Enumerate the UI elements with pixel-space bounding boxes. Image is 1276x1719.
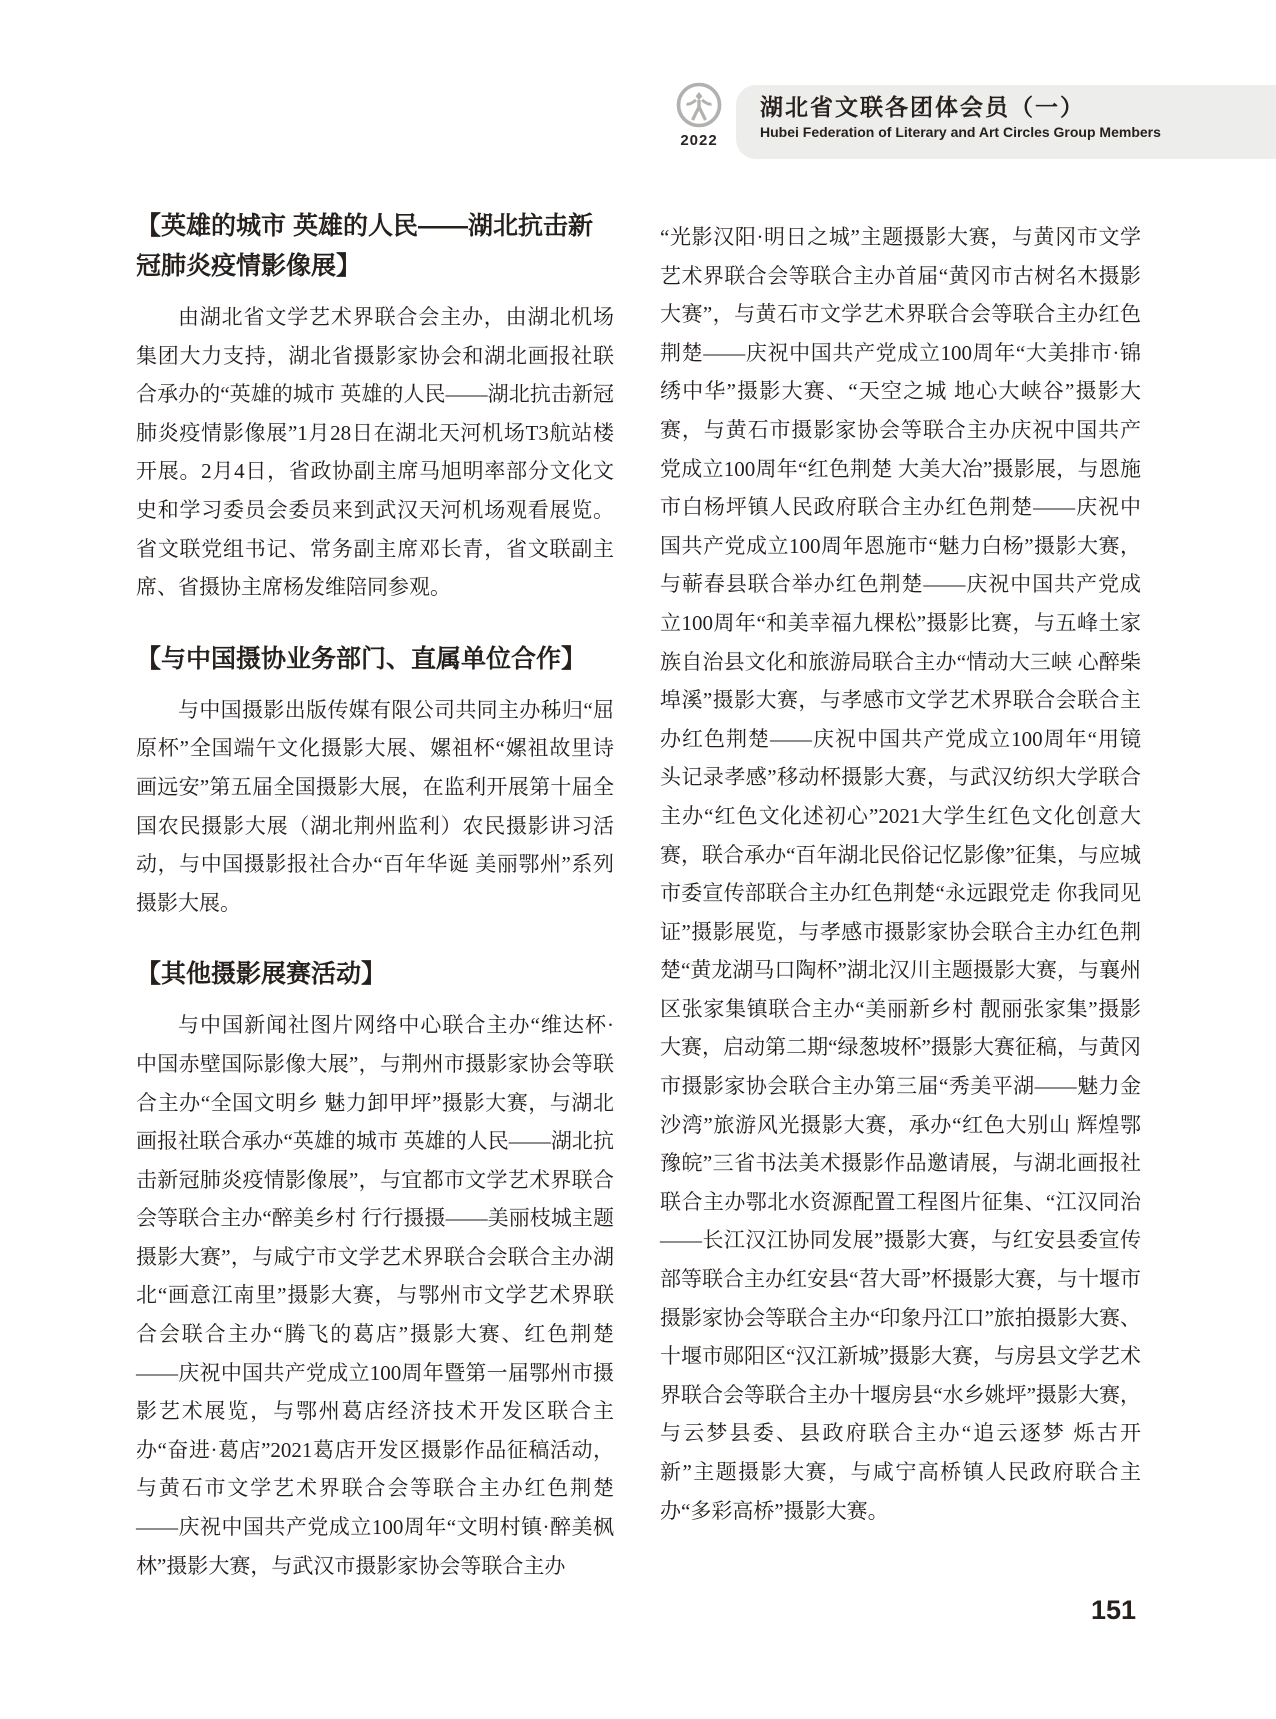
logo-year: 2022 (680, 132, 718, 149)
paragraph-cooperation: 与中国摄影出版传媒有限公司共同主办秭归“屈原杯”全国端午文化摄影大展、嫘祖杯“嫘祖故里诗画远安”第五届全国摄影大展，在监利开展第十届全国农民摄影大展（湖北荆州监利）农民摄影讲习活动，与中国摄影报社合办“百年华诞 美丽鄂州”系列摄影大展。 (136, 697, 614, 915)
page-number: 151 (1091, 1595, 1137, 1625)
paragraph-other-activities-right: “光影汉阳·明日之城”主题摄影大赛，与黄冈市文学艺术界联合会等联合主办首届“黄冈市古树名木摄影大赛”，与黄石市文学艺术界联合会等联合主办红色荆楚——庆祝中国共产党成立100周年“大美排市·锦绣中华”摄影大赛、“天空之城 地心大峡谷”摄影大赛，与黄石市摄影家协会等联合主办庆祝中国共产党成立100周年“红色荆楚 大美大冶”摄影展，与恩施市白杨坪镇人民政府联合主办红色荆楚——庆祝中国共产党成立100周年恩施市“魅力白杨”摄影大赛，与蕲春县联合举办红色荆楚——庆祝中国共产党成立100周年“和美幸福九棵松”摄影比赛，与五峰土家族自治县文化和旅游局联合主办“情动大三峡 心醉柴埠溪”摄影大赛，与孝感市文学艺术界联合会联合主办红色荆楚——庆祝中国共产党成立100周年“用镜头记录孝感”移动杯摄影大赛，与武汉纺织大学联合主办“红色文化述初心”2021大学生红色文化创意大赛，联合承办“百年湖北民俗记忆影像”征集，与应城市委宣传部联合主办红色荆楚“永远跟党走 你我同见证”摄影展览，与孝感市摄影家协会联合主办红色荆楚“黄龙湖马口陶杯”湖北汉川主题摄影大赛，与襄州区张家集镇联合主办“美丽新乡村 靓丽张家集”摄影大赛，启动第二期“绿葱坡杯”摄影大赛征稿，与黄冈市摄影家协会联合主办第三届“秀美平湖——魅力金沙湾”旅游风光摄影大赛，承办“红色大别山 辉煌鄂豫皖”三省书法美术摄影作品邀请展，与湖北画报社联合主办鄂北水资源配置工程图片征集、“江汉同治——长江汉江协同发展”摄影大赛，与红安县委宣传部等联合主办红安县“苕大哥”杯摄影大赛，与十堰市摄影家协会等联合主办“印象丹江口”旅拍摄影大赛、十堰市郧阳区“汉江新城”摄影大赛，与房县文学艺术界联合会等联合主办十堰房县“水乡姚坪”摄影大赛，与云梦县委、县政府联合主办“追云逐梦 烁古开新”主题摄影大赛，与咸宁高桥镇人民政府联合主办“多彩高桥”摄影大赛。 (660, 225, 1141, 1523)
section-heading-hero-city-exhibition: 【英雄的城市 英雄的人民——湖北抗击新冠肺炎疫情影像展】 (136, 212, 593, 280)
section-heading-other-activities: 【其他摄影展赛活动】 (136, 960, 387, 989)
paragraph-other-activities-left: 与中国新闻社图片网络中心联合主办“维达杯·中国赤壁国际影像大展”，与荆州市摄影家协会等联合主办“全国文明乡 魅力卸甲坪”摄影大赛，与湖北画报社联合承办“英雄的城市 英雄的人民——湖北抗击新冠肺炎疫情影像展”，与宜都市文学艺术界联合会等联合主办“醉美乡村 行行摄摄——美丽枝城主题摄影大赛”，与咸宁市文学艺术界联合会联合主办湖北“画意江南里”摄影大赛，与鄂州市文学艺术界联合会联合主办“腾飞的葛店”摄影大赛、红色荆楚——庆祝中国共产党成立100周年暨第一届鄂州市摄影艺术展览，与鄂州葛店经济技术开发区联合主办“奋进·葛店”2021葛店开发区摄影作品征稿活动，与黄石市文学艺术界联合会等联合主办红色荆楚——庆祝中国共产党成立100周年“文明村镇·醉美枫林”摄影大赛，与武汉市摄影家协会等联合主办 (136, 1013, 614, 1578)
federation-logo (672, 80, 726, 149)
left-column (136, 206, 614, 1585)
federation-emblem-icon (672, 80, 726, 130)
page-header-title-zh: 湖北省文联各团体会员（一） (760, 94, 1085, 120)
header-bar (736, 85, 1276, 159)
section-heading-cooperation: 【与中国摄协业务部门、直属单位合作】 (136, 644, 587, 673)
right-column (660, 218, 1141, 1530)
paragraph-hero-city-exhibition: 由湖北省文学艺术界联合会主办，由湖北机场集团大力支持，湖北省摄影家协会和湖北画报社联合承办的“英雄的城市 英雄的人民——湖北抗击新冠肺炎疫情影像展”1月28日在湖北天河机场T3航站楼开展。2月4日，省政协副主席马旭明率部分文化文史和学习委员会委员来到武汉天河机场观看展览。省文联党组书记、常务副主席邓长青，省文联副主席、省摄协主席杨发维陪同参观。 (136, 305, 614, 600)
page-header-title-en: Hubei Federation of Literary and Art Circles Group Members (760, 124, 1161, 140)
